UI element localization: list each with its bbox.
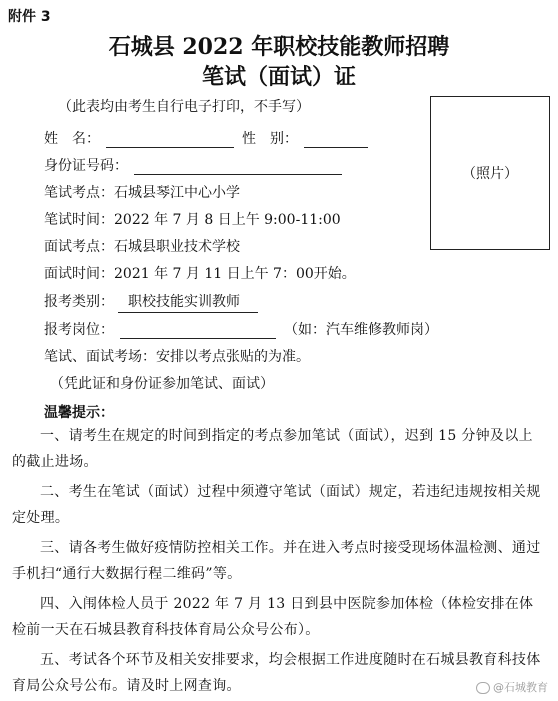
exam-room-value: 安排以考点张贴的为准。 xyxy=(156,349,310,365)
written-time-label: 笔试时间： xyxy=(44,212,114,228)
position-row xyxy=(44,319,438,339)
gender-label: 性 别： xyxy=(242,131,298,147)
tip-item-4: 四、入闱体检人员于 2022 年 7 月 13 日到县中医院参加体检（体检安排在体检前一天在石城县教育科技体育局公众号公布）。 xyxy=(12,596,534,638)
written-time-value: 2022 年 7 月 8 日上午 9:00-11:00 xyxy=(114,212,341,228)
gender-field[interactable] xyxy=(304,133,368,148)
written-venue-value: 石城县琴江中心小学 xyxy=(114,185,240,201)
id-field[interactable] xyxy=(134,160,342,175)
exam-room-label: 笔试、面试考场： xyxy=(44,349,156,365)
document-title-line2: 笔试（面试）证 xyxy=(201,64,356,90)
carry-note: （凭此证和身份证参加笔试、面试） xyxy=(50,376,274,392)
position-hint: （如：汽车维修教师岗） xyxy=(284,322,438,338)
interview-time-value: 2021 年 7 月 11 日上午 7：00开始。 xyxy=(114,266,356,282)
document-title-line1: 石城县 2022 年职校技能教师招聘 xyxy=(108,34,450,60)
written-venue-label: 笔试考点： xyxy=(44,185,114,201)
interview-venue-label: 面试考点： xyxy=(44,239,114,255)
position-label: 报考岗位： xyxy=(44,322,114,338)
category-row xyxy=(44,291,258,313)
written-venue-row xyxy=(44,182,240,202)
interview-time-row xyxy=(44,263,356,283)
watermark-text: @石城教育 xyxy=(493,681,548,694)
tip-item-3: 三、请各考生做好疫情防控相关工作。并在进入考点时接受现场体温检测、通过手机扫“通行大数据行程二维码”等。 xyxy=(12,540,541,582)
id-label: 身份证号码： xyxy=(44,158,128,174)
name-label: 姓 名： xyxy=(44,131,100,147)
interview-venue-value: 石城县职业技术学校 xyxy=(114,239,240,255)
written-time-row xyxy=(44,209,341,229)
name-gender-row xyxy=(44,128,368,148)
id-row xyxy=(44,155,342,175)
tips-heading: 温馨提示： xyxy=(44,405,114,421)
position-field[interactable] xyxy=(120,324,276,339)
category-value: 职校技能实训教师 xyxy=(118,291,258,313)
interview-time-label: 面试时间： xyxy=(44,266,114,282)
photo-label: （照片） xyxy=(462,166,518,182)
category-label: 报考类别： xyxy=(44,294,114,310)
attachment-label: 附件 3 xyxy=(8,9,51,25)
name-field[interactable] xyxy=(106,133,234,148)
tip-item-1: 一、请考生在规定的时间到指定的考点参加笔试（面试），迟到 15 分钟及以上的截止进场。 xyxy=(12,428,533,470)
photo-box xyxy=(430,96,550,250)
weibo-icon xyxy=(476,682,490,694)
interview-venue-row xyxy=(44,236,240,256)
exam-room-row xyxy=(44,346,310,366)
watermark xyxy=(476,679,548,695)
print-note: （此表均由考生自行电子打印，不手写） xyxy=(58,99,310,115)
tip-item-2: 二、考生在笔试（面试）过程中须遵守笔试（面试）规定，若违纪违规按相关规定处理。 xyxy=(12,484,541,526)
tip-item-5: 五、考试各个环节及相关安排要求，均会根据工作进度随时在石城县教育科技体育局公众号公布。请及时上网查询。 xyxy=(12,652,541,694)
